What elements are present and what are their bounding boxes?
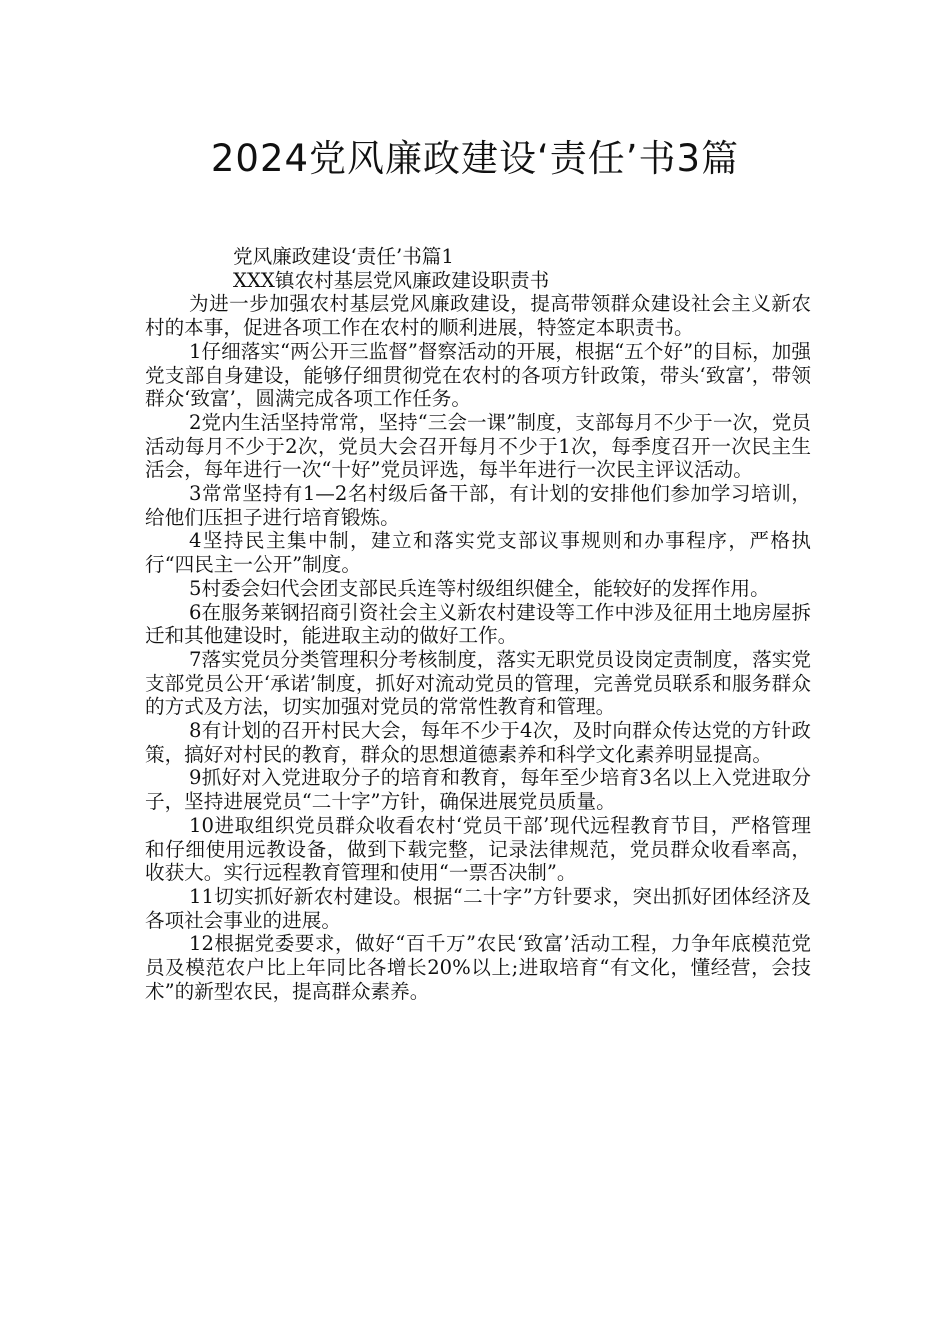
item-paragraph: 8有计划的召开村民大会，每年不少于4次，及时向群众传达党的方针政策，搞好对村民的教育，群众的思想道德素养和科学文化素养明显提高。 — [145, 719, 811, 766]
item-paragraph: 11切实抓好新农村建设。根据“二十字”方针要求，突出抓好团体经济及各项社会事业的进展。 — [145, 884, 811, 932]
item-paragraph: 10进取组织党员群众收看农村‘党员干部’现代远程教育节目，严格管理和仔细使用远教设备，做到下载完整，记录法律规范，党员群众收看率高，收获大。实行远程教育管理和使用“一票否决制”。 — [145, 813, 811, 885]
item-paragraph: 12根据党委要求，做好“百千万”农民‘致富’活动工程，力争年底模范党员及模范农户比上年同比各增长20%以上;进取培育“有文化，懂经营，会技术”的新型农民，提高群众素养。 — [145, 932, 811, 1003]
section-title: 党风廉政建设‘责任’书篇1 — [233, 245, 454, 268]
item-paragraph: 2党内生活坚持常常，坚持“三会一课”制度，支部每月不少于一次，党员活动每月不少于2次，党员大会召开每月不少于1次，每季度召开一次民主生活会，每年进行一次“十好”党员评选，每半年进行一次民主评议活动。 — [145, 410, 811, 482]
item-paragraph: 7落实党员分类管理积分考核制度，落实无职党员设岗定责制度，落实党支部党员公开‘承诺’制度，抓好对流动党员的管理，完善党员联系和服务群众的方式及方法，切实加强对党员的常常性教育和管理。 — [145, 647, 811, 719]
item-paragraph: 1仔细落实“两公开三监督”督察活动的开展，根据“五个好”的目标，加强党支部自身建设，能够仔细贯彻党在农村的各项方针政策，带头‘致富’，带领群众‘致富’，圆满完成各项工作任务。 — [145, 339, 811, 411]
intro-paragraph: 为进一步加强农村基层党风廉政建设，提高带领群众建设社会主义新农村的本事，促进各项工作在农村的顺利进展，特签定本职责书。 — [145, 292, 811, 340]
document-title: 2024党风廉政建设‘责任’书3篇 — [210, 137, 740, 180]
item-paragraph: 3常常坚持有1—2名村级后备干部，有计划的安排他们参加学习培训，给他们压担子进行培育锻炼。 — [145, 482, 811, 529]
item-paragraph: 9抓好对入党进取分子的培育和教育，每年至少培育3名以上入党进取分子，坚持进展党员“二十字”方针，确保进展党员质量。 — [145, 766, 811, 814]
item-paragraph: 5村委会妇代会团支部民兵连等村级组织健全，能较好的发挥作用。 — [189, 576, 770, 600]
item-paragraph: 6在服务莱钢招商引资社会主义新农村建设等工作中涉及征用土地房屋拆迁和其他建设时，能进取主动的做好工作。 — [145, 600, 811, 648]
document-body — [145, 245, 811, 1004]
item-paragraph: 4坚持民主集中制，建立和落实党支部议事规则和办事程序，严格执行“四民主一公开”制度。 — [145, 529, 811, 577]
document-subtitle: XXX镇农村基层党风廉政建设职责书 — [233, 268, 550, 292]
